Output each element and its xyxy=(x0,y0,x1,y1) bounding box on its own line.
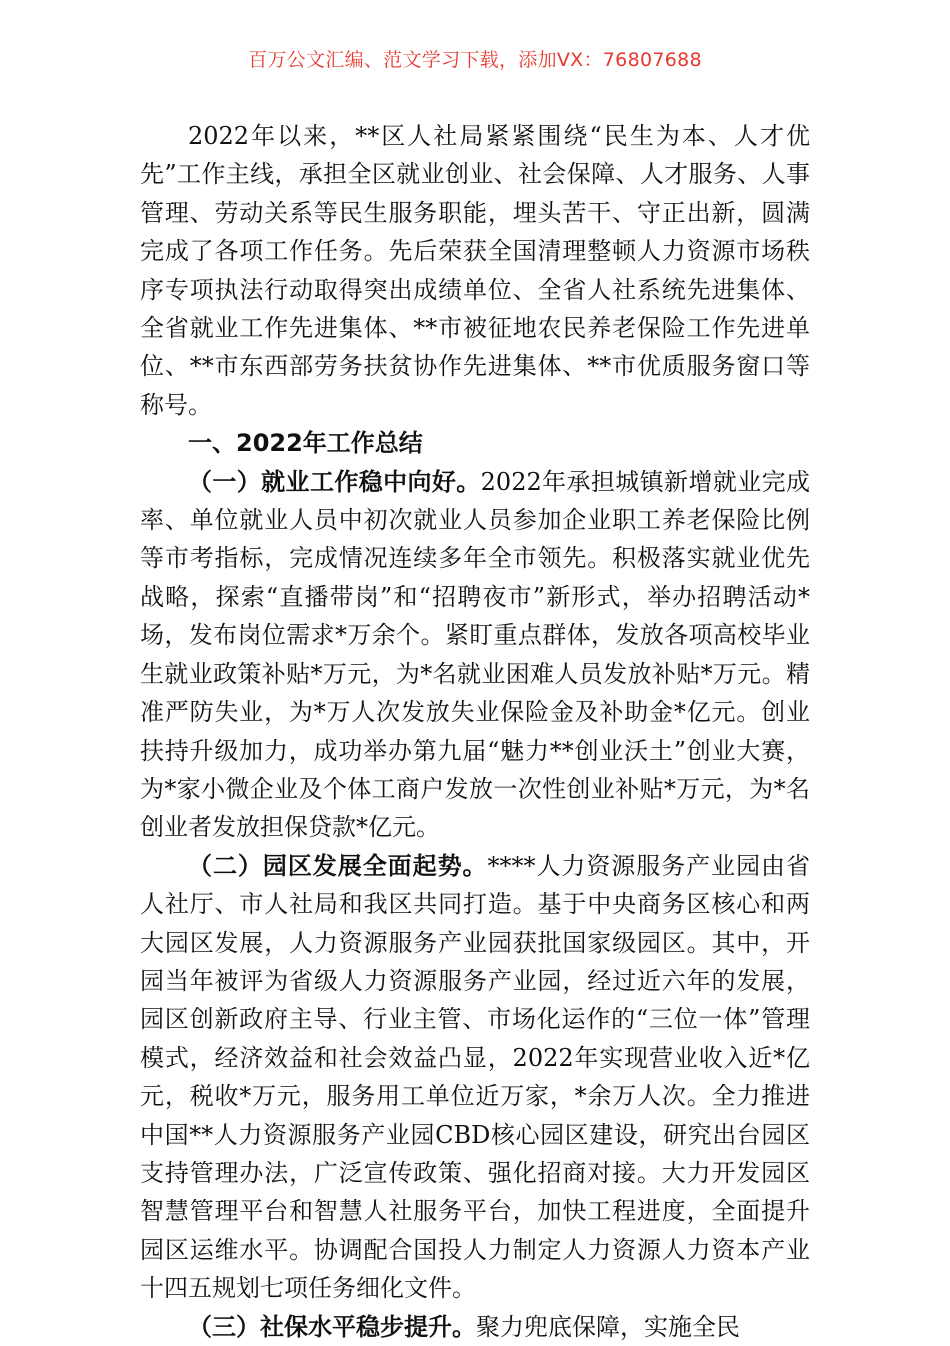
intro-paragraph: 2022年以来，**区人社局紧紧围绕“民生为本、人才优先”工作主线，承担全区就业创业、社会保障、人才服务、人事管理、劳动关系等民生服务职能，埋头苦干、守正出新，圆满完成了各项工作任务。先后荣获全国清理整顿人力资源市场秩序专项执法行动取得突出成绩单位、全省人社系统先进集体、全省就业工作先进集体、**市被征地农民养老保险工作先进单位、**市东西部劳务扶贫协作先进集体、**市优质服务窗口等称号。 xyxy=(140,122,810,419)
section-park xyxy=(140,847,810,1308)
section-title-employment: （一）就业工作稳中向好。 xyxy=(188,467,481,496)
section-text-employment: 2022年承担城镇新增就业完成率、单位就业人员中初次就业人员参加企业职工养老保险比例等市考指标，完成情况连续多年全市领先。积极落实就业优先战略，探索“直播带岗”和“招聘夜市”新形式，举办招聘活动*场，发布岗位需求*万余个。紧盯重点群体，发放各项高校毕业生就业政策补贴*万元，为*名就业困难人员发放补贴*万元。精准严防失业，为*万人次发放失业保险金及补助金*亿元。创业扶持升级加力，成功举办第九届“魅力**创业沃土”创业大赛，为*家小微企业及个体工商户发放一次性创业补贴*万元，为*名创业者发放担保贷款*亿元。 xyxy=(140,467,811,842)
section-title-social-security: （三）社保水平稳步提升。 xyxy=(188,1312,476,1341)
section-text-social-security: 聚力兜底保障，实施全民 xyxy=(476,1312,740,1341)
section-title-park: （二）园区发展全面起势。 xyxy=(188,851,488,880)
section-text-park: ****人力资源服务产业园由省人社厅、市人社局和我区共同打造。基于中央商务区核心和两大园区发展，人力资源服务产业园获批国家级园区。其中，开园当年被评为省级人力资源服务产业园，经过近六年的发展，园区创新政府主导、行业主管、市场化运作的“三位一体”管理模式，经济效益和社会效益凸显，2022年实现营业收入近*亿元，税收*万元，服务用工单位近万家，*余万人次。全力推进中国**人力资源服务产业园CBD核心园区建设，研究出台园区支持管理办法，广泛宣传政策、强化招商对接。大力开发园区智慧管理平台和智慧人社服务平台，加快工程进度，全面提升园区运维水平。协调配合国投人力制定人力资源人力资本产业十四五规划七项任务细化文件。 xyxy=(140,851,811,1303)
section-employment xyxy=(140,463,810,847)
section-heading-1: 一、2022年工作总结 xyxy=(188,429,423,458)
section-social-security xyxy=(140,1308,810,1346)
document-body xyxy=(140,117,810,1346)
watermark-header: 百万公文汇编、范文学习下载，添加VX：76807688 xyxy=(248,49,702,71)
